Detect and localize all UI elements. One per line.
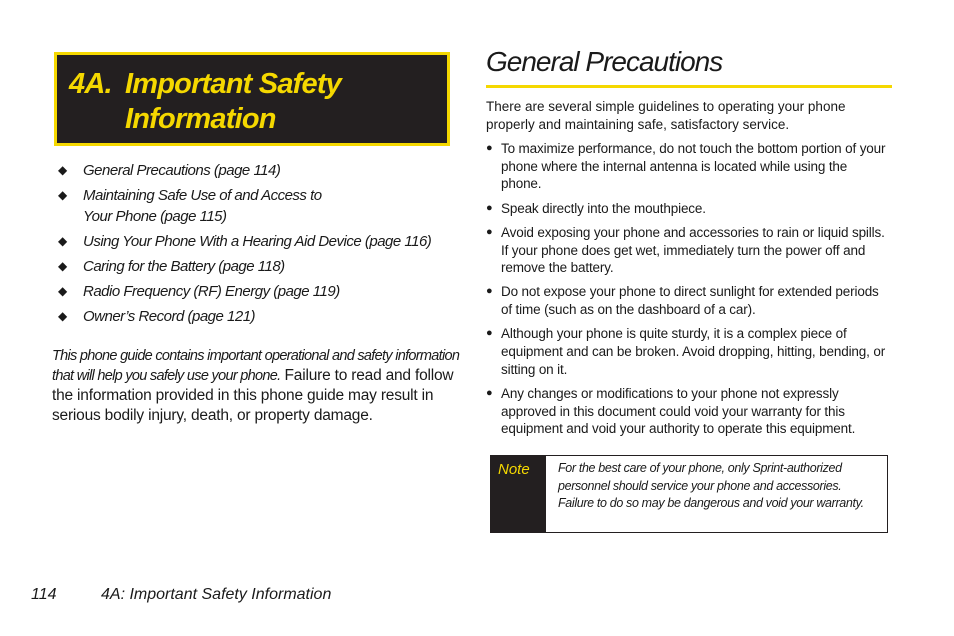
list-item	[486, 224, 890, 277]
round-bullet-icon: ●	[486, 201, 493, 214]
list-item-text: Avoid exposing your phone and accessories to rain or liquid spills. If your phone does get wet, immediately turn the power off and remove the battery.	[501, 224, 885, 276]
note-text: For the best care of your phone, only Sprint-authorized personnel should service your phone and accessories. Failure to do so may be dangerous and void your warranty.	[558, 461, 864, 510]
diamond-bullet-icon: ◆	[58, 309, 67, 323]
round-bullet-icon: ●	[486, 225, 493, 238]
diamond-bullet-icon: ◆	[58, 163, 67, 177]
toc-item[interactable]	[58, 281, 458, 302]
section-title-rule	[486, 85, 892, 88]
list-item	[486, 283, 890, 318]
diamond-bullet-icon: ◆	[58, 259, 67, 273]
round-bullet-icon: ●	[486, 142, 493, 154]
toc-item-label: Radio Frequency (RF) Energy (page 119)	[83, 283, 340, 300]
diamond-bullet-icon: ◆	[58, 188, 67, 202]
list-item	[486, 200, 890, 218]
chapter-title	[69, 67, 341, 137]
round-bullet-icon: ●	[486, 386, 493, 399]
toc-item[interactable]	[58, 306, 458, 327]
page-footer	[31, 585, 331, 605]
toc-item-label: Using Your Phone With a Hearing Aid Device (page 116)	[83, 233, 432, 250]
diamond-bullet-icon: ◆	[58, 284, 67, 298]
toc-item[interactable]	[58, 160, 458, 181]
toc-item-label: General Precautions (page 114)	[83, 162, 281, 179]
chapter-number: 4A.	[69, 68, 112, 100]
toc-item-label: Caring for the Battery (page 118)	[83, 258, 285, 275]
toc-item[interactable]	[58, 185, 353, 227]
intro-rest: Failure to read and follow the information provided in this phone guide may result in serious bodily injury, death, or property damage.	[52, 367, 454, 424]
list-item-text: Although your phone is quite sturdy, it is a complex piece of equipment and can be broken. Avoid dropping, hitting, bending, or sitting on it.	[501, 326, 886, 377]
section-intro: There are several simple guidelines to operating your phone properly and maintaining safe, satisfactory service.	[486, 99, 846, 132]
toc-item-label: Maintaining Safe Use of and Access to Your Phone (page 115)	[83, 187, 322, 225]
round-bullet-icon: ●	[486, 327, 493, 340]
round-bullet-icon: ●	[486, 285, 493, 298]
page-number: 114	[31, 586, 57, 603]
list-item-text: To maximize performance, do not touch the bottom portion of your phone where the internal antenna is located while using the phone.	[501, 141, 886, 192]
toc-item-label: Owner’s Record (page 121)	[83, 308, 256, 325]
list-item	[486, 140, 890, 193]
list-item-text: Speak directly into the mouthpiece.	[501, 200, 706, 216]
chapter-contents-list	[58, 160, 458, 331]
note-label: Note	[491, 456, 546, 532]
note-box	[490, 455, 888, 533]
list-item-text: Any changes or modifications to your phone not expressly approved in this document could void your warranty for this equipment and void your authority to operate this equipment.	[501, 385, 856, 437]
chapter-title-line1: Important Safety	[125, 68, 342, 100]
chapter-header-box	[54, 52, 450, 146]
footer-section-title: 4A: Important Safety Information	[101, 586, 332, 603]
chapter-intro-paragraph	[52, 346, 464, 426]
precautions-list	[486, 140, 890, 445]
toc-item[interactable]	[58, 231, 458, 252]
list-item	[486, 385, 890, 438]
list-item-text: Do not expose your phone to direct sunlight for extended periods of time (such as on the dashboard of a car).	[501, 284, 879, 318]
intro-emphasis: This phone guide contains important operational and safety information that will help you safely use your phone.	[52, 348, 460, 384]
toc-item[interactable]	[58, 256, 458, 277]
diamond-bullet-icon: ◆	[58, 234, 67, 248]
chapter-title-line2: Information	[125, 103, 276, 135]
section-title: General Precautions	[486, 46, 723, 77]
list-item	[486, 325, 890, 378]
